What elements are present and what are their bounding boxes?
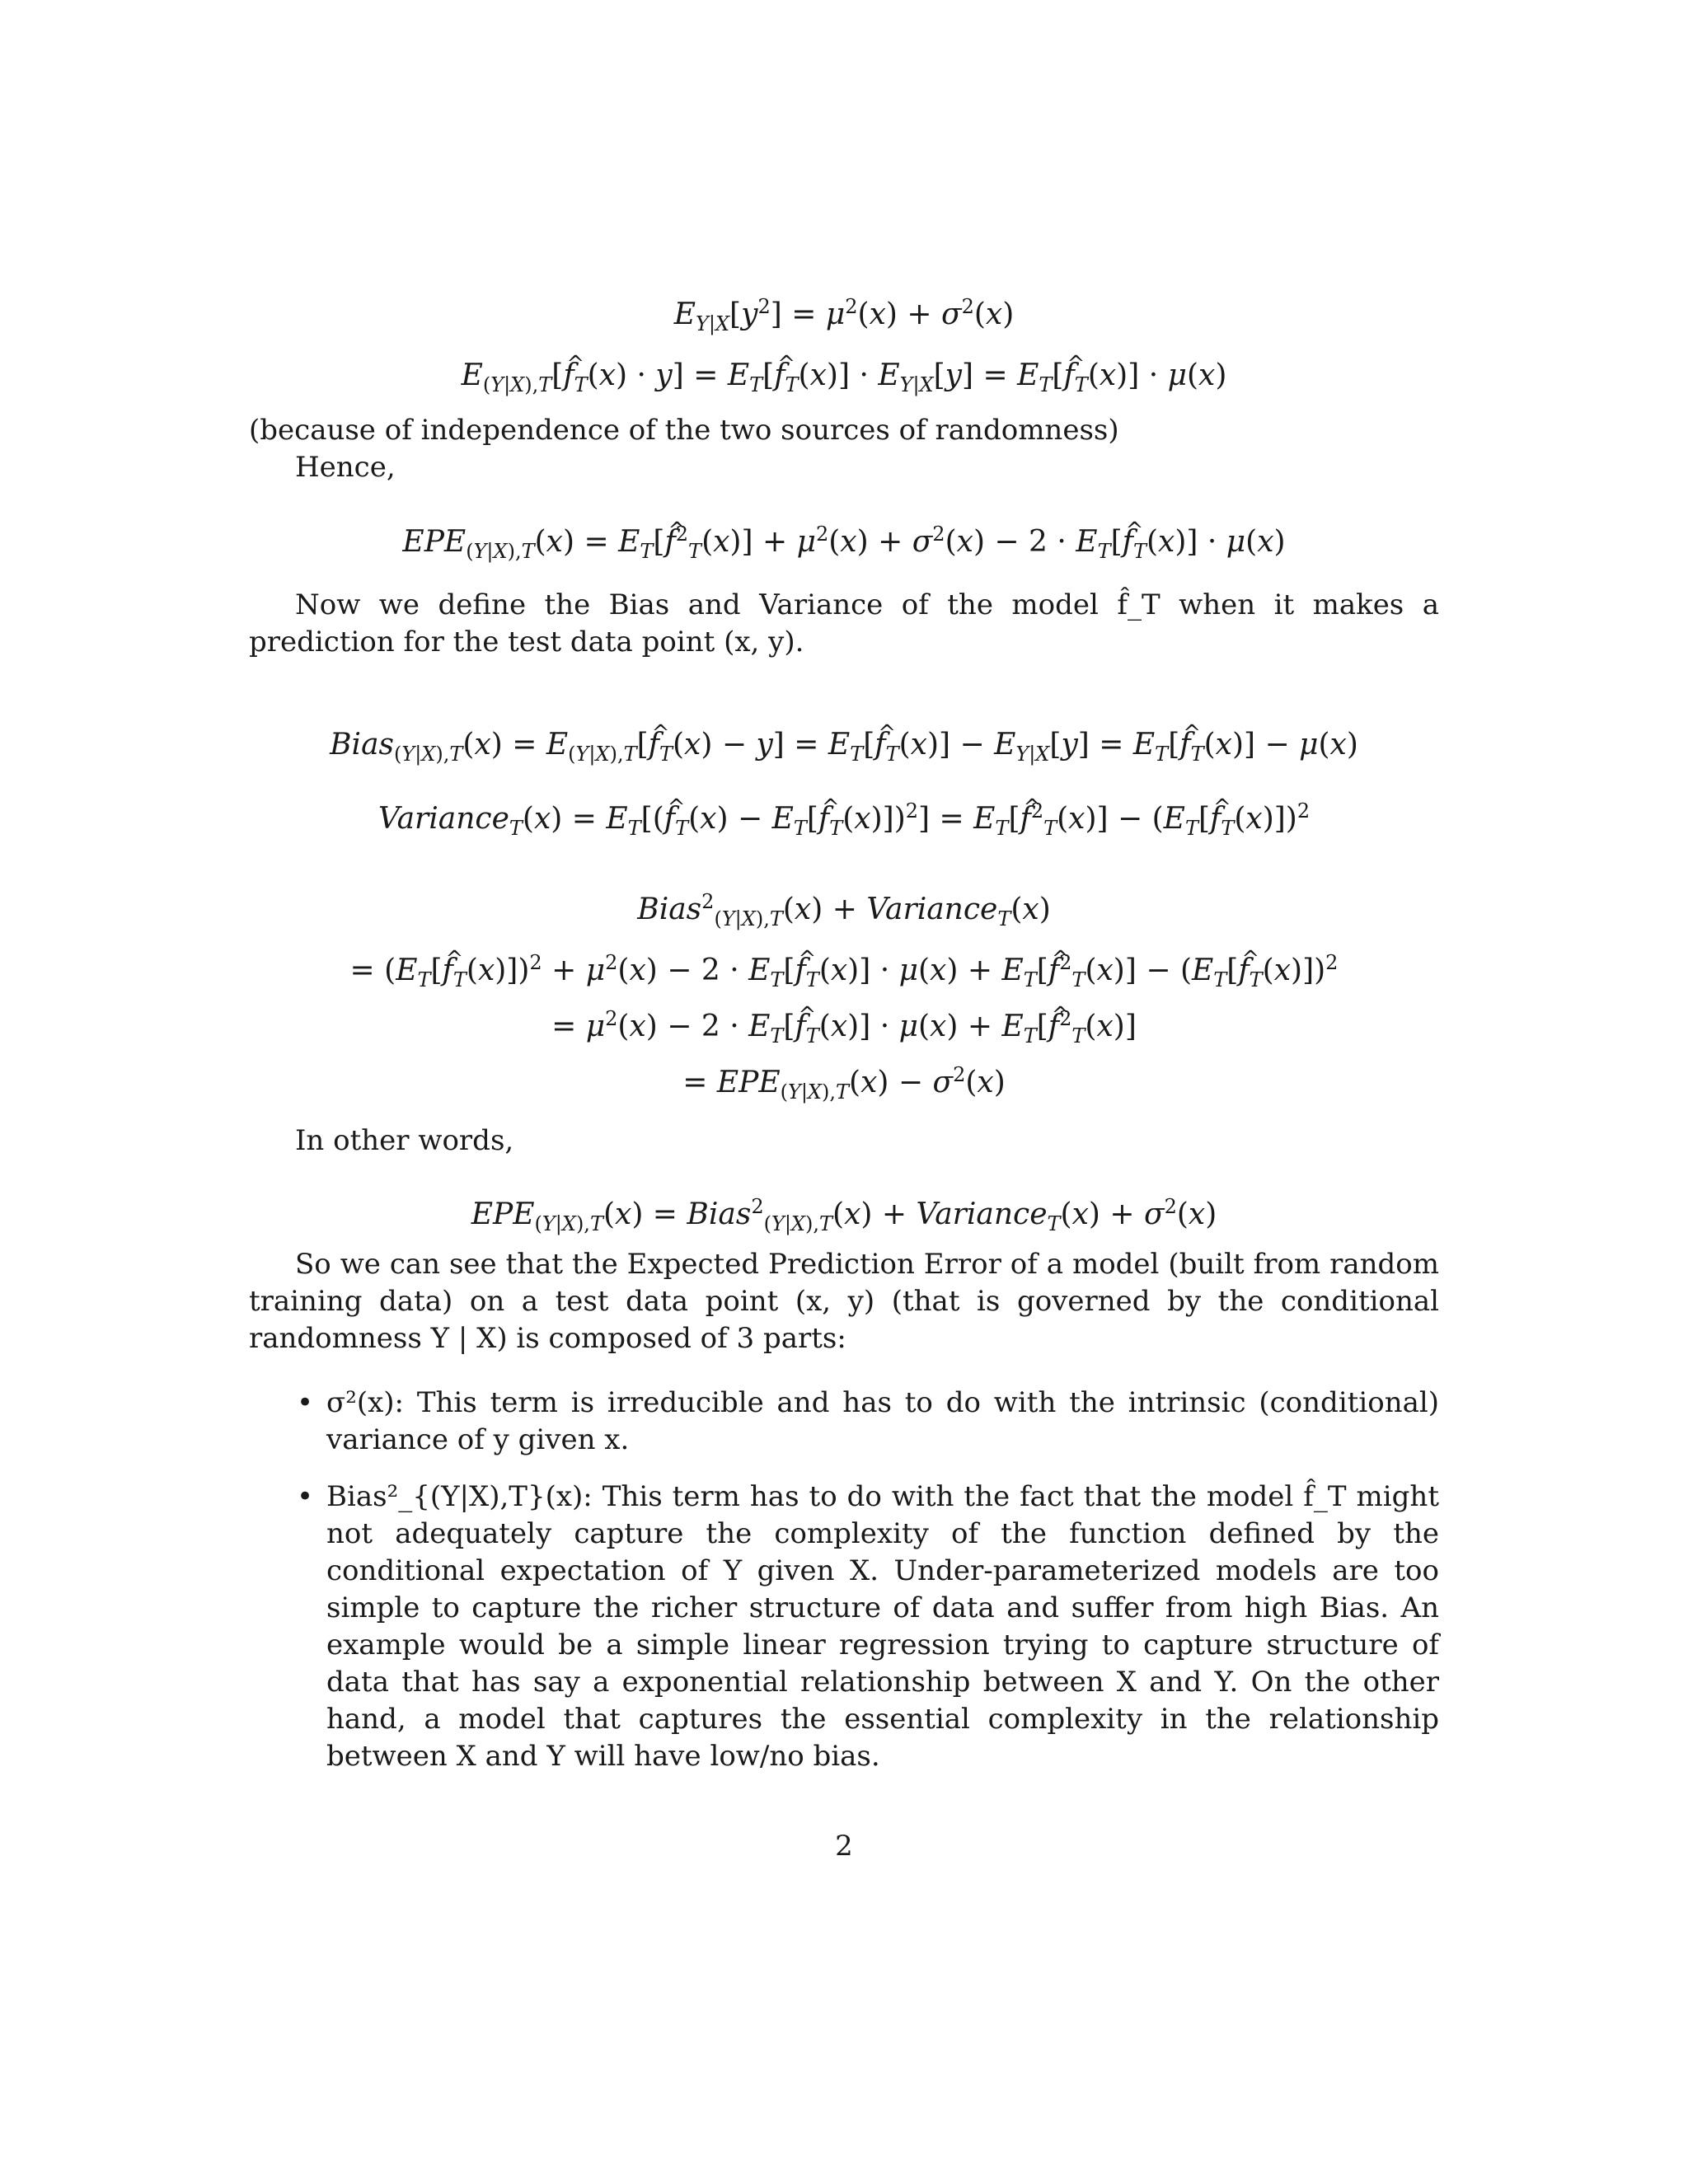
bullet-icon: • <box>297 1386 314 1419</box>
equation-variance-definition: Variance$_T$(x) = $E_T[(\^{}$ $f_T(x)$ − $E_T[\^{}$ $f_T(x)])^2$] = $E_T[\^{}$ $f^2_T(x)$] − ($E_T[\^{}$ $f_T(x)])^2$ <box>247 801 1441 837</box>
equation-bias-definition: Bias$_{(Y|X),T}$(x) = $E_{(Y|X),T}[\^{}$ $f_T(x) - y$] = $E_T[\^{}$ $f_T(x)] - E_{Y|X}[y]$ = $E_T[\^{}$ $f_T(x)] - \mu(x)$ <box>247 727 1441 763</box>
equation-bias-variance-decomposition: $EPE_{(Y|X),T}(x)$ = Bias$^2_{(Y|X),T}$(x) + Variance$_T$(x) + $\sigma^2(x)$ <box>471 1195 1217 1236</box>
page-number: 2 <box>835 1830 853 1863</box>
equation-derivation-step-3: = $EPE_{(Y|X),T}(x) - \sigma^2(x)$ <box>682 1063 1006 1104</box>
bullet-text: σ²(x): This term is irreducible and has to do with the intrinsic (conditional) variance of y given x. <box>326 1386 1439 1456</box>
bullet-item-bias <box>297 1479 1439 1775</box>
equation-cross-term-expectation: $E_{(Y|X),T}[\^{}$ $f_T(x) \cdot y$] = $E_T[\^{}$ $f_T(x)] \cdot E_{Y|X}[y]$ = $E_T[\^{}$ $f_T(x)] \cdot \mu(x)$ <box>247 358 1441 394</box>
equation-derivation-step-2: = $\mu^2(x) - 2$ · $E_T[\^{}$ $f_T(x)] \cdot \mu(x)$ + $E_T[\^{}$ $f^2_T(x)$] <box>247 1009 1441 1045</box>
equation-derivation-step-1: = ($E_T[\^{}$ $f_T(x)])^2 + \mu^2(x) - 2$ · $E_T[\^{}$ $f_T(x)] \cdot \mu(x)$ + $E_T[\^{}$ $f^2_T(x)$] − ($E_T[\^{}$ $f_T(x)])^2$ <box>247 953 1441 989</box>
text-hence: Hence, <box>295 451 396 484</box>
equation-epe-expanded: $EPE_{(Y|X),T}(x)$ = $E_T[\^{}$ $f^2_T(x)] + \mu^2(x) + \sigma^2(x) - 2$ · $E_T[\^{}$ $f_T(x)] \cdot \mu(x)$ <box>247 524 1441 560</box>
bullet-list <box>297 1385 1439 1775</box>
equation-bias-squared-plus-variance: Bias$^2_{(Y|X),T}$(x) + Variance$_T$(x) <box>637 890 1051 931</box>
bullet-text: Bias²_{(Y|X),T}(x): This term has to do with the fact that the model f̂_T might not adequately capture the complexity of the function defined by the conditional expectation of Y given X. Under-parameterized models are too simple to capture the richer structure of data and suffer from high Bias. An example would be a simple linear regression trying to capture structure of data that has say a exponential relationship between X and Y. On the other hand, a model that captures the essential complexity in the relationship between X and Y will have low/no bias. <box>326 1480 1439 1773</box>
equation-conditional-second-moment: $E_{Y|X}[y^2] = \mu^2(x) + \sigma^2(x)$ <box>673 295 1015 336</box>
text-because-independence: (because of independence of the two sources of randomness) <box>249 414 1119 447</box>
bullet-item-sigma <box>297 1385 1439 1459</box>
text-now-define: Now we define the Bias and Variance of the model f̂_T when it makes a prediction for the test data point (x, y). <box>249 588 1439 658</box>
bullet-icon: • <box>297 1480 314 1513</box>
text-in-other-words: In other words, <box>295 1124 514 1157</box>
text-so-we-can-see: So we can see that the Expected Prediction Error of a model (built from random training data) on a test data point (x, y) (that is governed by the conditional randomness Y | X) is composed of 3 parts: <box>249 1248 1439 1355</box>
